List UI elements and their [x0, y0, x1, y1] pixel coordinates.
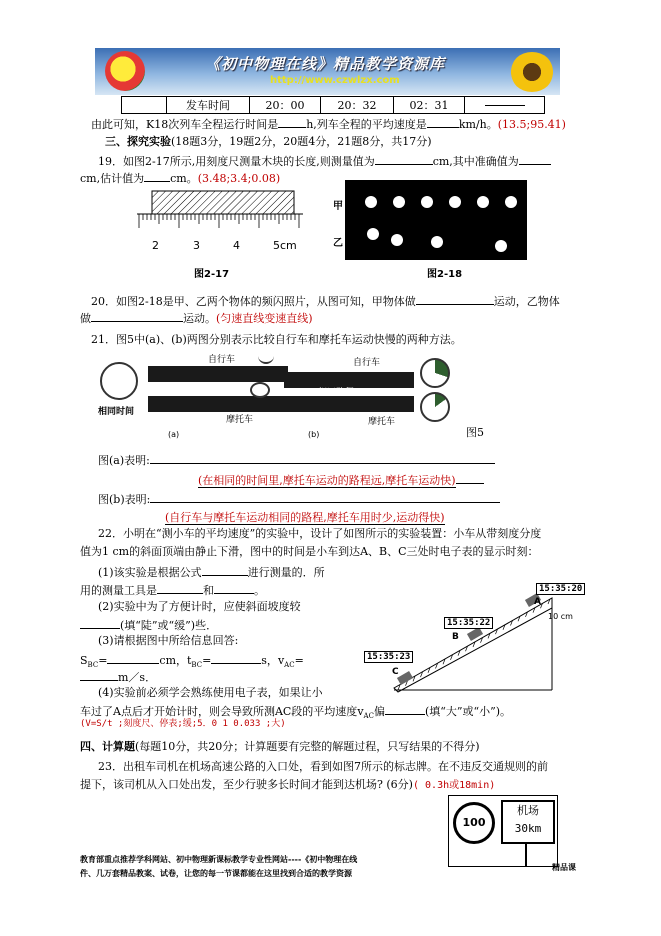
q22-part4: (4)实验前必须学会熟练使用电子表，如果让小: [98, 686, 323, 699]
q20-question: 20．如图2-18是甲、乙两个物体的频闪照片，从图可知，甲物体做 运动，乙物体: [91, 295, 560, 308]
time-cell-2: 20：32: [321, 97, 394, 114]
q22-answer: (V=S/t ;刻度尺、停表;缓;5．0 1 0.033 ;大): [80, 719, 286, 729]
same-distance-label: 相同路程: [318, 388, 355, 398]
q22-part1: (1)该实验是根据公式 进行测量的．所: [98, 566, 325, 579]
banner-url: http://www.czwlzx.com: [270, 75, 400, 86]
moto-label-a: 摩托车: [226, 415, 254, 425]
footer-line2: 件、几万套精品教案、试卷，让您的每一节课都能在这里找到合适的教学资源: [80, 869, 352, 878]
distance-label: 30km: [514, 822, 542, 835]
fig-b-answer: (自行车与摩托车运动相同的路程,摩托车用时少,运动得快): [165, 511, 445, 524]
departure-time-table: [121, 96, 545, 114]
q22-part1-cont: 用的测量工具是 和 。: [80, 584, 265, 597]
tick-label-3: 3: [193, 239, 200, 252]
row-jia-label: 甲: [333, 201, 343, 212]
row-yi-label: 乙: [333, 238, 343, 249]
q23-line2: 提下，该司机从入口处出发，至少行驶多长时间才能到达机场? (6分)( 0.3h或18min): [80, 778, 496, 791]
ruler-unit: cm: [280, 239, 297, 252]
section4-heading: 四、计算题(每题10分，共20分；计算题要有完整的解题过程，只写结果的不得分): [80, 740, 480, 753]
banner-title: 《初中物理在线》精品教学资源库: [205, 55, 446, 73]
q19-answer: (3.48;3.4;0.08): [197, 172, 281, 185]
figure-5-label: 图5: [466, 426, 484, 439]
fig-a-answer: (在相同的时间里,摩托车运动的路程远,摩托车运动快): [198, 474, 456, 487]
sub-label-b: (b): [308, 430, 320, 439]
q22-part2: (2)实验中为了方便计时，应使斜面坡度较: [98, 600, 301, 613]
q19-question: 19．如图2-17所示,用刻度尺测量木块的长度,则测量值为 cm,其中准确值为: [98, 153, 551, 169]
motorcycle-icon: [250, 382, 270, 398]
sign-post: [525, 842, 527, 866]
traffic-sign-figure: [448, 795, 558, 867]
point-b-label: B: [452, 632, 459, 642]
q22-part3-values: $S_{BC}=$ cm，$t_{BC}= s$，$v_{AC}=$: [80, 654, 304, 670]
bicycle-icon: [258, 352, 274, 364]
q22-part2-cont: (填“陡”或“缓”)些．: [80, 617, 217, 633]
q22-part3: (3)请根据图中所给信息回答:: [98, 634, 239, 647]
destination-label: 机场: [517, 804, 539, 817]
distance-sign: [501, 800, 555, 844]
point-a-label: A: [534, 597, 541, 607]
tick-label-2: 2: [152, 239, 159, 252]
q22-part3-cont: m／s．: [80, 669, 156, 685]
point-c-label: C: [392, 667, 399, 677]
q22-part4-cont: 车过了A点后才开始计时，则会导致所测AC段的平均速度$v_{AC}$偏 (填“大”或“小”)。: [80, 705, 512, 721]
same-time-label: 相同时间: [98, 407, 135, 417]
q23-answer: ( 0.3h或18min): [412, 780, 496, 791]
figure-5: [98, 352, 448, 442]
jia-dot: [505, 196, 517, 208]
q22-line1: 22．小明在“测小车的平均速度”的实验中，设计了如图所示的实验装置：小车从带刻度分度: [98, 527, 542, 540]
scale-label: 10 cm: [548, 612, 573, 621]
footer-right: 精品课: [552, 863, 576, 872]
clock-icon: [100, 362, 138, 400]
speed-limit-sign: 100: [453, 802, 495, 844]
wood-block: [152, 191, 294, 214]
jia-dot: [421, 196, 433, 208]
clock-icon: [420, 358, 450, 388]
yi-dot: [391, 234, 403, 246]
clock-b-display: 15:35:22: [444, 617, 493, 629]
bike-arrow-a: [148, 366, 288, 382]
sunflower-image: [510, 52, 554, 92]
q20-question-cont: 做 运动。(匀速直线变速直线): [80, 312, 313, 325]
jia-dot: [365, 196, 377, 208]
jia-dot: [449, 196, 461, 208]
fig-b-statement: 图(b)表明:: [98, 491, 500, 507]
figure-2-17-caption: 图2-17: [194, 269, 230, 280]
bike-label-b: 自行车: [353, 358, 381, 368]
section3-heading: 三、探究实验(18题3分，19题2分，20题4分，21题8分，共17分): [105, 135, 432, 148]
bike-label-a: 自行车: [208, 355, 236, 365]
tick-label-5: 5: [273, 239, 280, 252]
q22-line2: 值为1 cm的斜面顶端由静止下滑，图中的时间是小车到达A、B、C三处时电子表的显示时刻：: [80, 545, 539, 558]
yi-dot: [495, 240, 507, 252]
figure-2-18-strobe: [345, 180, 527, 260]
clock-c-display: 15:35:23: [364, 651, 413, 663]
figure-2-18-caption: 图2-18: [427, 269, 463, 280]
incline-ramp: [394, 598, 552, 692]
departure-label: 发车时间: [167, 97, 250, 114]
tick-label-4: 4: [233, 239, 240, 252]
moto-label-b: 摩托车: [368, 417, 396, 427]
ruler-ticks: [139, 214, 299, 228]
jia-dot: [393, 196, 405, 208]
time-cell-1: 20：00: [250, 97, 321, 114]
fig-a-statement: 图(a)表明:: [98, 452, 495, 468]
banner-logo: [105, 51, 145, 91]
q23-line1: 23．出租车司机在机场高速公路的入口处，看到如图7所示的标志牌。在不违反交通规则的前: [98, 760, 548, 773]
moto-arrow-b: [284, 396, 414, 412]
yi-dot: [431, 236, 443, 248]
time-cell-3: 02：31: [394, 97, 465, 114]
ruler-labels: [146, 239, 306, 253]
ramp-ticks: [398, 599, 550, 690]
header-banner: [95, 48, 560, 95]
footer-line1: 教育部重点推荐学科网站、初中物理新课标教学专业性网站----《初中物理在线: [80, 855, 358, 864]
q19-question-cont: cm,估计值为 cm。(3.48;3.4;0.08): [80, 172, 281, 185]
yi-dot: [367, 228, 379, 240]
clock-icon: [420, 392, 450, 422]
fig-b-answer-line: [165, 511, 445, 525]
fig-a-answer-line: [198, 472, 484, 488]
q21-intro: 21．图5中(a)、(b)两图分别表示比较自行车和摩托车运动快慢的两种方法。: [91, 333, 462, 346]
q20-answer: (匀速直线变速直线): [216, 312, 313, 325]
sub-label-a: (a): [168, 430, 180, 439]
clock-a-display: 15:35:20: [536, 583, 585, 595]
jia-dot: [477, 196, 489, 208]
q18-conclusion: 由此可知，K18次列车全程运行时间是 h,列车全程的平均速度是 km/h。(13.5;95.41): [91, 118, 566, 131]
q18-answer: (13.5;95.41): [497, 118, 566, 131]
